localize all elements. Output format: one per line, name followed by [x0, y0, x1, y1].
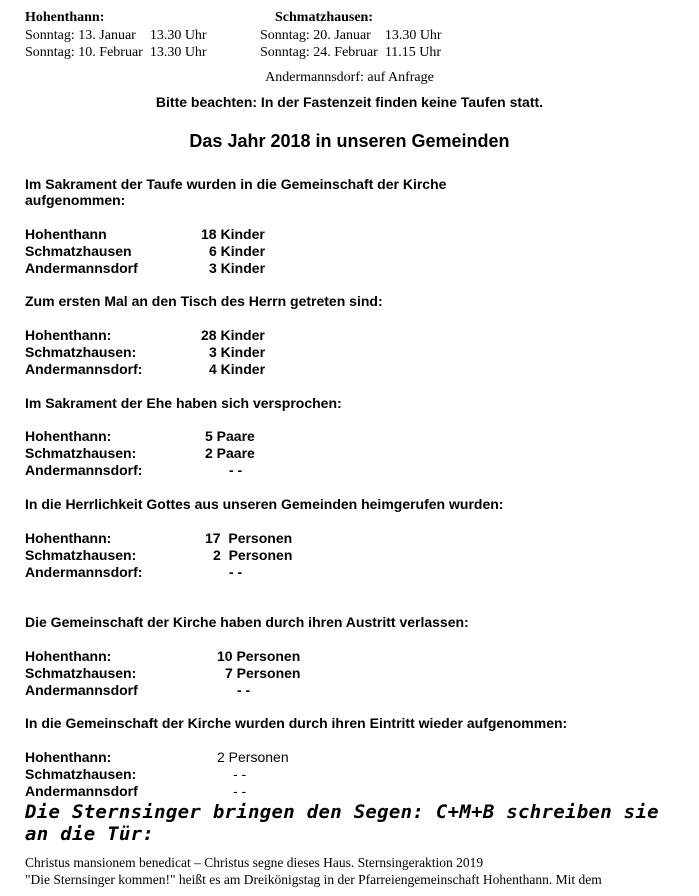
row-label: Schmatzhausen: — [25, 547, 137, 563]
row-value: - - — [229, 462, 243, 478]
row-value: - - — [233, 783, 247, 799]
parish-name-hohenthann: Hohenthann: — [25, 10, 105, 25]
parish-name-schmatzhausen: Schmatzhausen: — [275, 10, 374, 25]
row-label: Andermannsdorf — [25, 783, 138, 799]
section-heading: Im Sakrament der Taufe wurden in die Gemeinschaft der Kirche aufgenommen: — [25, 176, 447, 208]
row-value: 2 Personen — [213, 547, 293, 563]
row-value: 7 Personen — [225, 665, 301, 681]
lent-notice: Bitte beachten: In der Fastenzeit finden keine Taufen statt. — [155, 94, 544, 110]
section-heading: Im Sakrament der Ehe haben sich versprochen: — [25, 395, 342, 411]
row-value: 18 Kinder — [201, 226, 265, 242]
row-value: 4 Kinder — [209, 361, 266, 377]
row-label: Andermannsdorf: — [25, 564, 143, 580]
row-label: Hohenthann: — [25, 749, 112, 765]
row-label: Hohenthann: — [25, 327, 112, 343]
row-label: Hohenthann: — [25, 530, 112, 546]
row-label: Schmatzhausen — [25, 243, 132, 259]
row-label: Andermannsdorf — [25, 682, 138, 698]
date-row: Sonntag: 10. Februar 13.30 Uhr — [25, 45, 207, 60]
page-title: Das Jahr 2018 in unseren Gemeinden — [189, 131, 510, 151]
footer-line: Christus mansionem benedicat – Christus segne dieses Haus. Sternsingeraktion 2019 — [25, 855, 484, 870]
row-value: 17 Personen — [205, 530, 293, 546]
row-value: - - — [229, 564, 243, 580]
row-value: 3 Kinder — [209, 260, 266, 276]
date-row: Sonntag: 13. Januar 13.30 Uhr — [25, 28, 207, 43]
row-label: Hohenthann: — [25, 428, 112, 444]
row-label: Schmatzhausen: — [25, 344, 137, 360]
row-value: - - — [237, 682, 251, 698]
row-value: 6 Kinder — [209, 243, 266, 259]
row-label: Hohenthann: — [25, 648, 112, 664]
row-label: Schmatzhausen: — [25, 766, 137, 782]
row-value: 3 Kinder — [209, 344, 266, 360]
footer-line: "Die Sternsinger kommen!" heißt es am Dreikönigstag in der Pfarreiengemeinschaft Hohenthann. Mit dem — [25, 872, 602, 887]
row-value: 5 Paare — [205, 428, 255, 444]
andermannsdorf-note: Andermannsdorf: auf Anfrage — [265, 70, 434, 85]
section-heading: In die Gemeinschaft der Kirche wurden durch ihren Eintritt wieder aufgenommen: — [25, 715, 568, 731]
row-label: Andermannsdorf: — [25, 361, 143, 377]
section-heading: Zum ersten Mal an den Tisch des Herrn getreten sind: — [25, 293, 383, 309]
row-label: Schmatzhausen: — [25, 445, 137, 461]
sternsinger-banner: Die Sternsinger bringen den Segen: C+M+B schreiben sie an die Tür: — [25, 801, 659, 845]
section-heading: Die Gemeinschaft der Kirche haben durch ihren Austritt verlassen: — [25, 614, 469, 630]
date-row: Sonntag: 24. Februar 11.15 Uhr — [260, 45, 442, 60]
section-heading: In die Herrlichkeit Gottes aus unseren Gemeinden heimgerufen wurden: — [25, 496, 504, 512]
row-label: Andermannsdorf: — [25, 462, 143, 478]
row-value: 2 Personen — [217, 749, 289, 765]
row-value: 10 Personen — [217, 648, 301, 664]
row-value: - - — [233, 766, 247, 782]
row-value: 28 Kinder — [201, 327, 265, 343]
row-label: Schmatzhausen: — [25, 665, 137, 681]
date-row: Sonntag: 20. Januar 13.30 Uhr — [260, 28, 442, 43]
row-label: Hohenthann — [25, 226, 107, 242]
row-label: Andermannsdorf — [25, 260, 138, 276]
row-value: 2 Paare — [205, 445, 255, 461]
